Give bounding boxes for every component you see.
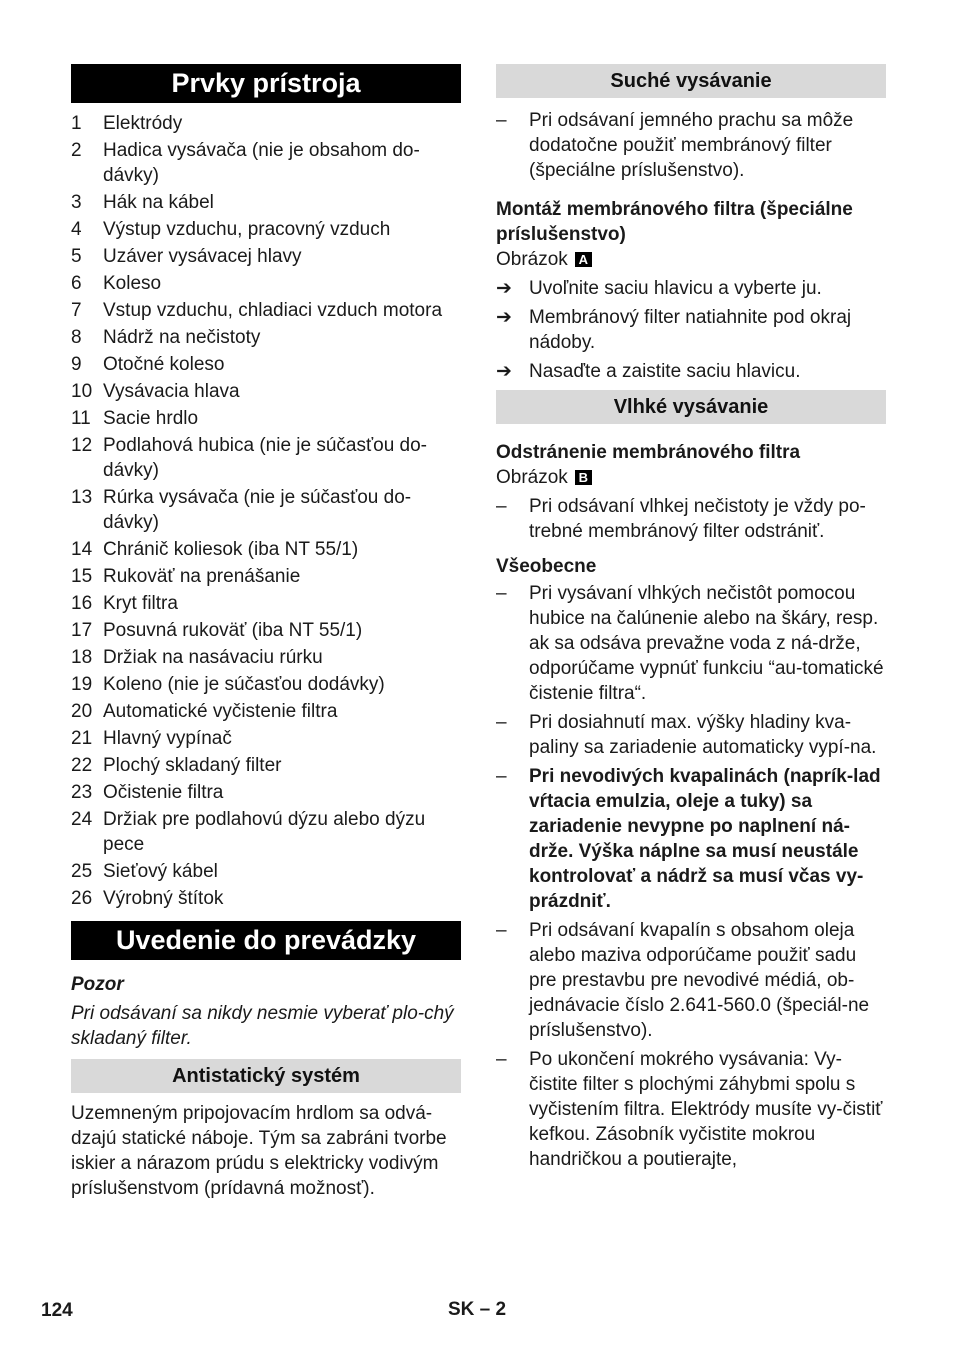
dash-bullet: – <box>496 496 507 517</box>
figure-reference-b <box>496 465 886 490</box>
list-item-text: Výrobný štítok <box>103 888 224 909</box>
list-item-text: Pri dosiahnutí max. výšky hladiny kva-paliny sa zariadenie automaticky vypí-na. <box>529 712 877 758</box>
list-item-text: Pri odsávaní kvapalín s obsahom oleja alebo maziva odporúčame použiť sadu pre prestavbu pre nevodivé médiá, ob-jednávacie číslo 2.641-560.0 (špeciál-ne príslušenstvo). <box>529 920 870 1041</box>
list-item-text: Sacie hrdlo <box>103 408 199 429</box>
dash-bullet: – <box>496 583 507 604</box>
list-item-text: Držiak na nasávaciu rúrku <box>103 647 323 668</box>
section-title-vlhke: Vlhké vysávanie <box>496 390 886 424</box>
list-item-text: Podlahová hubica (nie je súčasťou do-dávky) <box>103 435 428 481</box>
list-item <box>496 359 886 384</box>
list-item <box>71 726 461 751</box>
list-item-number: 18 <box>71 647 93 668</box>
list-item <box>71 111 461 136</box>
subheading-montaz: Montáž membránového filtra (špeciálne príslušenstvo) <box>496 199 853 245</box>
list-item <box>71 564 461 589</box>
list-item-text: Sieťový kábel <box>103 861 218 882</box>
list-item <box>71 886 461 911</box>
list-item-number: 6 <box>71 273 82 294</box>
figure-label: Obrázok <box>496 249 568 270</box>
dash-bullet: – <box>496 110 507 131</box>
arrow-icon: ➔ <box>496 278 512 299</box>
list-item <box>496 276 886 301</box>
list-item <box>71 672 461 697</box>
list-item <box>71 859 461 884</box>
list-item-text: Nádrž na nečistoty <box>103 327 261 348</box>
list-item <box>71 244 461 269</box>
dash-bullet: – <box>496 1049 507 1070</box>
page-number: 124 <box>41 1300 73 1321</box>
list-item-number: 20 <box>71 701 93 722</box>
list-item-number: 25 <box>71 861 93 882</box>
list-item-text: Očistenie filtra <box>103 782 224 803</box>
list-item <box>71 352 461 377</box>
list-item-text: Otočné koleso <box>103 354 225 375</box>
list-item <box>71 298 461 323</box>
section-title-antistatic: Antistatický systém <box>71 1059 461 1093</box>
list-item-text: Uvoľnite saciu hlavicu a vyberte ju. <box>529 278 822 299</box>
list-item <box>71 325 461 350</box>
list-item <box>496 581 886 706</box>
list-item-number: 17 <box>71 620 93 641</box>
list-item <box>71 379 461 404</box>
list-item <box>71 433 461 483</box>
list-item <box>71 190 461 215</box>
antistatic-text: Uzemneným pripojovacím hrdlom sa odvá-dzajú statické náboje. Tým sa zabráni tvorbe iskier a nárazom prúdu s elektricky vodivým príslušenstvom (prídavná možnosť). <box>71 1103 447 1199</box>
vseobecne-list <box>496 581 886 1172</box>
section-marker: SK – 2 <box>448 1299 507 1320</box>
list-item <box>496 108 886 183</box>
list-item <box>71 699 461 724</box>
list-item-number: 11 <box>71 408 91 429</box>
list-item <box>496 494 886 544</box>
list-item-number: 19 <box>71 674 93 695</box>
list-item-text: Rúrka vysávača (nie je súčasťou do-dávky) <box>103 487 412 533</box>
list-item-text: Nasaďte a zaistite saciu hlavicu. <box>529 361 801 382</box>
list-item-text: Uzáver vysávacej hlavy <box>103 246 302 267</box>
list-item-number: 7 <box>71 300 82 321</box>
left-column <box>71 64 461 1201</box>
list-item-text: Elektródy <box>103 113 183 134</box>
list-item-number: 9 <box>71 354 82 375</box>
list-item-number: 13 <box>71 487 93 508</box>
list-item <box>71 618 461 643</box>
list-item <box>496 305 886 355</box>
list-item-text: Vstup vzduchu, chladiaci vzduch motora <box>103 300 443 321</box>
list-item-text: Posuvná rukoväť (iba NT 55/1) <box>103 620 363 641</box>
list-item-number: 4 <box>71 219 82 240</box>
list-item-text: Automatické vyčistenie filtra <box>103 701 338 722</box>
figure-reference-a <box>496 247 886 272</box>
list-item-text: Držiak pre podlahovú dýzu alebo dýzu pece <box>103 809 426 855</box>
list-item <box>71 753 461 778</box>
dash-bullet: – <box>496 920 507 941</box>
list-item <box>71 406 461 431</box>
list-item-text: Rukoväť na prenášanie <box>103 566 301 587</box>
odstranenie-list <box>496 494 886 544</box>
arrow-icon: ➔ <box>496 361 512 382</box>
list-item-number: 16 <box>71 593 93 614</box>
list-item-text: Vysávacia hlava <box>103 381 240 402</box>
list-item-number: 26 <box>71 888 93 909</box>
list-item-number: 14 <box>71 539 93 560</box>
list-item-number: 1 <box>71 113 82 134</box>
arrow-icon: ➔ <box>496 307 512 328</box>
figure-label: Obrázok <box>496 467 568 488</box>
montaz-steps <box>496 276 886 384</box>
suche-list <box>496 108 886 183</box>
list-item-text: Pri odsávaní vlhkej nečistoty je vždy po-trebné membránový filter odstrániť. <box>529 496 866 542</box>
list-item <box>71 645 461 670</box>
caution-text: Pri odsávaní sa nikdy nesmie vyberať plo-chý skladaný filter. <box>71 1003 454 1049</box>
list-item-text: Koleso <box>103 273 162 294</box>
right-column <box>496 64 886 1176</box>
figure-letter-a: A <box>575 252 592 267</box>
list-item <box>496 710 886 760</box>
list-item <box>71 485 461 535</box>
list-item-number: 2 <box>71 140 82 161</box>
list-item-text: Pri vysávaní vlhkých nečistôt pomocou hubice na čalúnenie alebo na škáry, resp. ak sa odsáva prevažne voda z ná-drže, odporúčame vypnúť funkciu “au-tomatické čistenie filtra“. <box>529 583 884 704</box>
list-item <box>71 591 461 616</box>
list-item <box>496 764 886 914</box>
parts-list <box>71 111 461 911</box>
list-item-text: Chránič koliesok (iba NT 55/1) <box>103 539 359 560</box>
section-title-uvedenie: Uvedenie do prevádzky <box>71 921 461 960</box>
dash-bullet: – <box>496 766 507 787</box>
list-item-text: Hák na kábel <box>103 192 214 213</box>
list-item <box>496 918 886 1043</box>
list-item-number: 22 <box>71 755 93 776</box>
list-item-text: Hadica vysávača (nie je obsahom do-dávky) <box>103 140 420 186</box>
list-item <box>71 138 461 188</box>
list-item-text: Plochý skladaný filter <box>103 755 282 776</box>
list-item-text: Pri nevodivých kvapalinách (naprík-lad vŕtacia emulzia, oleje a tuky) sa zariadenie nevypne po naplnení ná-drže. Výška náplne sa musí neustále kontrolovať a nádrž sa musí včas vy-prázdniť. <box>529 766 881 912</box>
list-item <box>71 807 461 857</box>
list-item-text: Po ukončení mokrého vysávania: Vy-čistite filter s plochými záhybmi spolu s vyčistením filtra. Elektródy musíte vy-čistiť kefkou. Zásobník vyčistite mokrou handričkou a poutierajte, <box>529 1049 883 1170</box>
section-title-suche: Suché vysávanie <box>496 64 886 98</box>
list-item-text: Hlavný vypínač <box>103 728 232 749</box>
list-item-number: 8 <box>71 327 82 348</box>
list-item <box>71 780 461 805</box>
list-item-number: 12 <box>71 435 93 456</box>
list-item-number: 21 <box>71 728 93 749</box>
list-item-number: 23 <box>71 782 93 803</box>
list-item <box>496 1047 886 1172</box>
list-item-number: 5 <box>71 246 82 267</box>
figure-letter-b: B <box>575 470 592 485</box>
list-item <box>71 537 461 562</box>
list-item-number: 10 <box>71 381 93 402</box>
subheading-vseobecne: Všeobecne <box>496 556 597 577</box>
list-item-text: Pri odsávaní jemného prachu sa môže dodatočne použiť membránový filter (špeciálne príslušenstvo). <box>529 110 854 181</box>
section-title-prvky: Prvky prístroja <box>71 64 461 103</box>
subheading-odstranenie: Odstránenie membránového filtra <box>496 442 801 463</box>
list-item-text: Koleno (nie je súčasťou dodávky) <box>103 674 385 695</box>
list-item-text: Membránový filter natiahnite pod okraj nádoby. <box>529 307 852 353</box>
list-item-number: 3 <box>71 192 82 213</box>
list-item <box>71 217 461 242</box>
list-item-number: 15 <box>71 566 93 587</box>
list-item-text: Výstup vzduchu, pracovný vzduch <box>103 219 391 240</box>
list-item-text: Kryt filtra <box>103 593 178 614</box>
list-item <box>71 271 461 296</box>
caution-title: Pozor <box>71 974 124 995</box>
dash-bullet: – <box>496 712 507 733</box>
list-item-number: 24 <box>71 809 93 830</box>
